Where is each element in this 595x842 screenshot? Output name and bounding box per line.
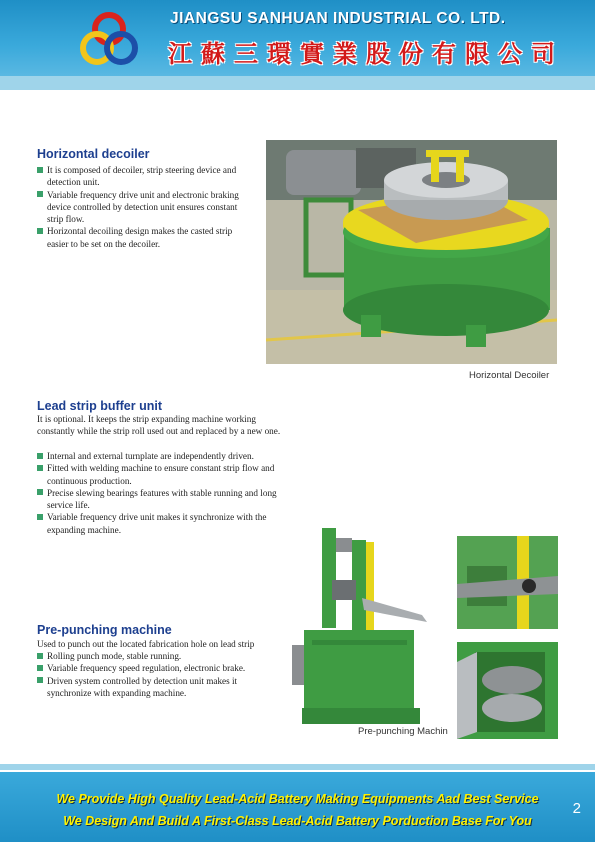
footer-slogan-line-2: We Design And Build A First-Class Lead-Acid Battery Porduction Base For You (63, 814, 532, 828)
list-item: Fitted with welding machine to ensure constant strip flow and continuous production. (37, 462, 288, 487)
pre-punching-machine-photo (292, 520, 452, 738)
list-item: Internal and external turnplate are independently driven. (37, 450, 288, 462)
page-number: 2 (572, 800, 581, 817)
prepunch-feature-list (37, 650, 280, 699)
section-title-horizontal-decoiler: Horizontal decoiler (37, 147, 150, 161)
three-rings-logo-icon (78, 10, 140, 68)
horizontal-decoiler-photo (266, 140, 557, 364)
company-name-chinese: 江蘇三環實業股份有限公司 (168, 39, 564, 68)
square-bullet-icon (37, 465, 43, 471)
list-item: Variable frequency drive unit and electronic braking device controlled by detection unit ensures constant strip flow. (37, 189, 240, 226)
prepunch-detail-photo-top (457, 536, 558, 629)
buffer-feature-list (37, 450, 288, 536)
decoiler-feature-list (37, 164, 240, 250)
section-title-lead-strip-buffer: Lead strip buffer unit (37, 399, 162, 413)
square-bullet-icon (37, 653, 43, 659)
square-bullet-icon (37, 453, 43, 459)
prepunch-detail-photo-bottom (457, 642, 558, 739)
list-item: Precise slewing bearings features with stable running and long service life. (37, 487, 288, 512)
square-bullet-icon (37, 489, 43, 495)
pre-punching-caption: Pre-punching Machin (358, 726, 448, 737)
list-item: Rolling punch mode, stable running. (37, 650, 280, 662)
prepunch-intro-text: Used to punch out the located fabrication hole on lead strip (37, 639, 255, 649)
page-header (0, 0, 595, 76)
list-item: Horizontal decoiling design makes the casted strip easier to be set on the decoiler. (37, 225, 240, 250)
company-name-english: JIANGSU SANHUAN INDUSTRIAL CO. LTD. (170, 10, 506, 27)
footer-slogan-line-1: We Provide High Quality Lead-Acid Battery Making Equipments Aad Best Service (56, 792, 539, 806)
square-bullet-icon (37, 514, 43, 520)
horizontal-decoiler-caption: Horizontal Decoiler (469, 370, 550, 381)
list-item: It is composed of decoiler, strip steering device and detection unit. (37, 164, 240, 189)
square-bullet-icon (37, 677, 43, 683)
header-divider-band (0, 76, 595, 90)
list-item: Driven system controlled by detection unit makes it synchronize with expanding machine. (37, 675, 280, 700)
square-bullet-icon (37, 665, 43, 671)
square-bullet-icon (37, 191, 43, 197)
list-item: Variable frequency speed regulation, electronic brake. (37, 662, 280, 674)
square-bullet-icon (37, 228, 43, 234)
list-item: Variable frequency drive unit makes it synchronize with the expanding machine. (37, 511, 288, 536)
section-title-pre-punching: Pre-punching machine (37, 623, 172, 637)
footer-divider-band (0, 764, 595, 770)
square-bullet-icon (37, 167, 43, 173)
page-footer (0, 772, 595, 842)
buffer-intro-text: It is optional. It keeps the strip expanding machine working constantly while the strip roll used out and replaced by a new one. (37, 414, 281, 437)
